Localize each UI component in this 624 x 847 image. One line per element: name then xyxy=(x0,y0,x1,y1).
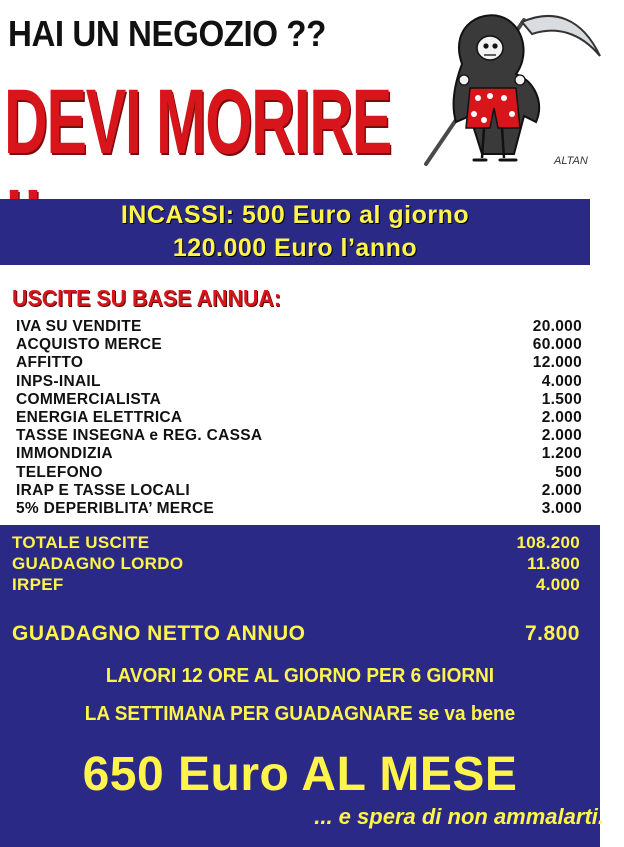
work-hours-line: LAVORI 12 ORE AL GIORNO PER 6 GIORNI xyxy=(105,665,495,687)
expense-amount: 12.000 xyxy=(532,354,582,372)
expense-label: AFFITTO xyxy=(16,354,84,372)
list-item xyxy=(16,409,582,427)
list-item xyxy=(16,464,582,482)
income-band xyxy=(0,199,590,265)
expense-amount: 500 xyxy=(555,463,582,481)
expense-label: COMMERCIALISTA xyxy=(16,390,162,408)
list-item xyxy=(16,318,582,336)
total-row xyxy=(12,554,580,574)
expense-label: TELEFONO xyxy=(16,463,103,481)
list-item xyxy=(16,500,582,518)
monthly-income-line: 650 Euro AL MESE xyxy=(82,748,518,801)
list-item xyxy=(16,427,582,445)
expense-label: INPS-INAIL xyxy=(16,372,101,390)
work-week-line xyxy=(15,702,585,726)
expense-label: IMMONDIZIA xyxy=(16,445,113,463)
headline-negozio: HAI UN NEGOZIO ?? xyxy=(8,13,326,54)
expense-label: IRAP E TASSE LOCALI xyxy=(16,481,190,499)
expense-amount: 3.000 xyxy=(541,499,582,517)
expense-amount: 60.000 xyxy=(532,336,582,354)
net-profit-row xyxy=(12,622,580,646)
list-item xyxy=(16,391,582,409)
expense-label: 5% DEPERIBLITA’ MERCE xyxy=(16,499,215,517)
expense-amount: 2.000 xyxy=(541,427,582,445)
expense-amount: 1.200 xyxy=(541,445,582,463)
expense-label: ENERGIA ELETTRICA xyxy=(16,408,183,426)
expenses-title: USCITE SU BASE ANNUA: xyxy=(12,285,281,311)
expense-label: IVA SU VENDITE xyxy=(16,318,142,335)
total-row xyxy=(12,533,580,553)
expense-label: ACQUISTO MERCE xyxy=(16,336,163,354)
list-item xyxy=(16,482,582,500)
expense-amount: 2.000 xyxy=(541,408,582,426)
grim-reaper-with-scythe-icon xyxy=(404,4,614,176)
work-week-caveat: se va bene xyxy=(418,703,516,725)
expense-amount: 20.000 xyxy=(532,318,582,335)
expenses-list xyxy=(16,318,582,518)
list-item xyxy=(16,354,582,372)
income-yearly: 120.000 Euro l’anno xyxy=(172,234,418,262)
total-amount: 4.000 xyxy=(535,575,580,594)
expense-amount: 1.500 xyxy=(541,390,582,408)
list-item xyxy=(16,445,582,463)
headline-devi-morire: DEVI MORIRE xyxy=(4,71,391,173)
total-row xyxy=(12,575,580,595)
total-amount: 108.200 xyxy=(516,533,580,552)
work-week-text: LA SETTIMANA PER GUADAGNARE xyxy=(84,703,413,725)
total-label: TOTALE USCITE xyxy=(12,533,150,552)
list-item xyxy=(16,373,582,391)
total-label: IRPEF xyxy=(12,575,64,594)
total-amount: 11.800 xyxy=(527,554,580,573)
expense-amount: 2.000 xyxy=(541,481,582,499)
total-label: GUADAGNO LORDO xyxy=(12,554,184,573)
expense-amount: 4.000 xyxy=(541,372,582,390)
cartoon-signature: ALTAN xyxy=(554,155,588,167)
net-profit-amount: 7.800 xyxy=(524,622,580,645)
list-item xyxy=(16,336,582,354)
tagline: ... e spera di non ammalarti. xyxy=(314,804,604,829)
income-daily: INCASSI: 500 Euro al giorno xyxy=(120,201,470,229)
expense-label: TASSE INSEGNA e REG. CASSA xyxy=(16,427,263,445)
net-profit-label: GUADAGNO NETTO ANNUO xyxy=(12,622,306,645)
